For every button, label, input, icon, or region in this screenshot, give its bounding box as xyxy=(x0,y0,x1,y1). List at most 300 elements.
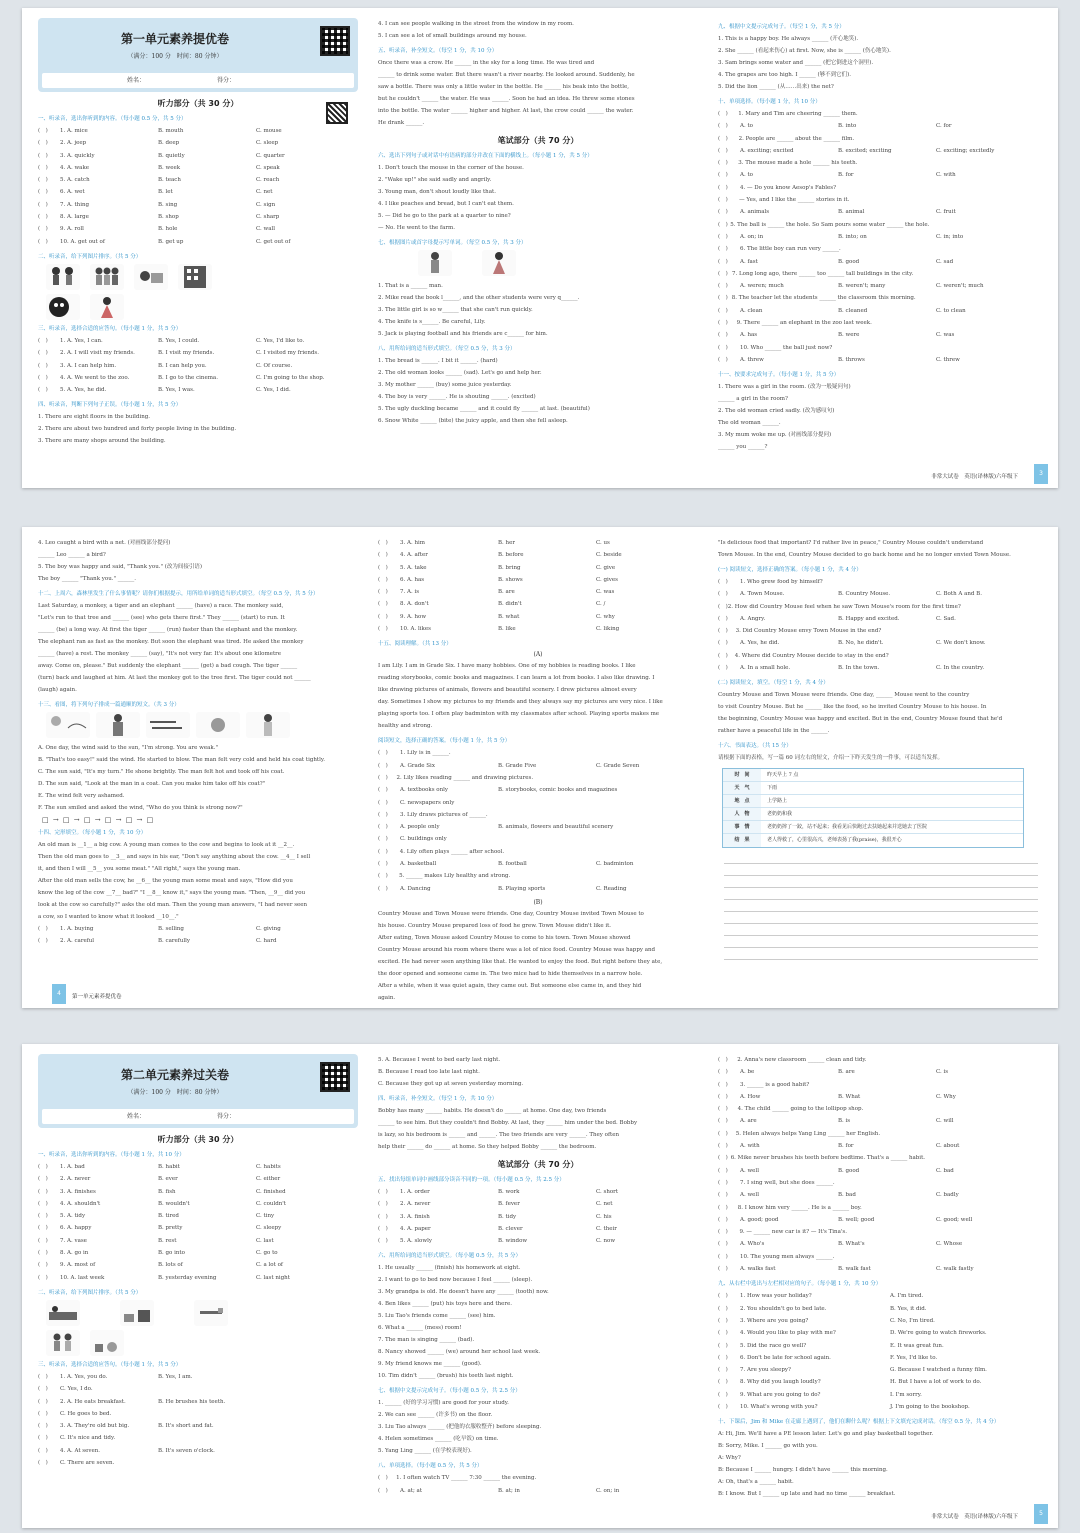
option-text[interactable] xyxy=(963,650,1038,662)
option-text[interactable] xyxy=(536,1472,617,1484)
option-text[interactable] xyxy=(984,219,1038,231)
option-text[interactable]: 5. A. tidy xyxy=(60,1213,86,1220)
option-text[interactable]: C. Why xyxy=(936,1093,956,1100)
option-text[interactable]: C. net xyxy=(596,1201,613,1208)
option-text[interactable] xyxy=(213,1432,311,1444)
answer-bracket[interactable]: ( ) xyxy=(38,1250,48,1257)
answer-bracket[interactable]: ( ) xyxy=(718,1330,728,1337)
option-text[interactable]: B. her xyxy=(498,540,515,546)
option-text[interactable]: A. well xyxy=(740,1167,759,1174)
option-text[interactable]: B. hole xyxy=(158,226,178,233)
option-text[interactable]: B. what xyxy=(498,613,520,620)
option-text[interactable]: C. get out of xyxy=(256,238,291,245)
option-text[interactable] xyxy=(921,576,1019,588)
answer-bracket[interactable]: ( ) xyxy=(38,1262,48,1269)
writing-line[interactable] xyxy=(724,888,1038,900)
option-text[interactable]: 10. A. likes xyxy=(400,626,431,633)
option-text[interactable]: 5. A. slowly xyxy=(400,1238,432,1245)
answer-bracket[interactable]: ( ) xyxy=(38,337,48,344)
option-text[interactable]: C. in; into xyxy=(936,233,964,240)
option-text[interactable]: 3. A. quickly xyxy=(60,152,95,159)
option-text[interactable]: 6. A. has xyxy=(400,576,425,583)
option-text[interactable]: C. Sad. xyxy=(936,615,956,622)
answer-bracket[interactable]: ( ) xyxy=(718,246,728,253)
option-text[interactable] xyxy=(999,601,1038,613)
option-text[interactable]: B. What's xyxy=(838,1241,865,1248)
option-text[interactable]: B. Yes, I could. xyxy=(158,337,200,344)
option-text[interactable] xyxy=(982,1152,1038,1164)
option-text[interactable]: 3. A. They're old but big. xyxy=(60,1423,130,1430)
option-text[interactable] xyxy=(809,1079,907,1091)
answer-bracket[interactable]: ( ) xyxy=(718,332,728,339)
option-text[interactable] xyxy=(451,747,549,759)
option-text[interactable]: A. well xyxy=(740,1192,759,1199)
answer-bracket[interactable]: ( ) xyxy=(38,1213,48,1220)
writing-line[interactable] xyxy=(724,864,1038,876)
answer-bracket[interactable]: ( ) xyxy=(38,189,48,196)
option-text[interactable]: C. giving xyxy=(256,926,281,932)
option-text[interactable]: B. week xyxy=(158,164,181,171)
answer-bracket[interactable]: ( ) xyxy=(378,861,388,868)
option-text[interactable]: 4. A. after xyxy=(400,552,428,559)
option-text[interactable] xyxy=(907,1079,1005,1091)
answer-bracket[interactable]: ( ) xyxy=(38,1176,48,1183)
option-text[interactable]: 8. A. large xyxy=(60,214,89,221)
answer-bracket[interactable]: ( ) xyxy=(38,1435,48,1442)
option-text[interactable]: C. Of course. xyxy=(256,362,293,369)
option-text[interactable] xyxy=(880,1128,959,1140)
answer-bracket[interactable]: ( ) xyxy=(38,177,48,184)
option-text[interactable]: C. We don't know. xyxy=(936,640,986,647)
option-text[interactable]: A. Yes, he did. xyxy=(740,640,780,647)
option-text[interactable]: 1. A. buying xyxy=(60,926,94,932)
answer-bracket[interactable]: ( ) xyxy=(38,238,48,245)
option-text[interactable]: C. badly xyxy=(936,1192,959,1199)
option-text[interactable]: C. Whose xyxy=(936,1241,963,1248)
option-text[interactable]: C. go to xyxy=(256,1250,278,1257)
option-text[interactable] xyxy=(948,108,1038,120)
option-text[interactable]: 2. A. He eats breakfast. xyxy=(60,1398,126,1405)
option-text[interactable]: B. Country Mouse. xyxy=(838,591,891,598)
option-text[interactable] xyxy=(504,846,601,858)
answer-bracket[interactable]: ( ) xyxy=(378,576,388,583)
option-text[interactable]: C. sign xyxy=(256,201,276,208)
option-text[interactable]: 6. A. happy xyxy=(60,1225,92,1232)
option-text[interactable]: B. He brushes his teeth. xyxy=(158,1398,226,1405)
option-text[interactable] xyxy=(93,1383,191,1395)
writing-line[interactable] xyxy=(724,876,1038,888)
option-text[interactable] xyxy=(601,846,698,858)
option-text[interactable]: A. In a small hole. xyxy=(740,665,791,672)
option-text[interactable] xyxy=(191,1383,289,1395)
answer-bracket[interactable]: ( ) xyxy=(378,1189,388,1195)
option-text[interactable]: 5. A. take xyxy=(400,564,427,571)
option-text[interactable]: B. carefully xyxy=(158,938,190,945)
option-text[interactable] xyxy=(934,182,1032,194)
option-text[interactable]: C. Reading xyxy=(596,885,627,892)
option-text[interactable]: 4. A. shouldn't xyxy=(60,1200,101,1207)
option-text[interactable]: 2. A. never xyxy=(400,1201,431,1208)
option-text[interactable]: 4. A. We went to the zoo. xyxy=(60,374,130,381)
answer-bracket[interactable]: ( ) xyxy=(718,1093,728,1100)
option-text[interactable]: B. good xyxy=(838,1167,860,1174)
option-text[interactable]: B. get up xyxy=(158,238,184,245)
option-text[interactable]: 9. A. most of xyxy=(60,1262,96,1269)
answer-bracket[interactable]: ( ) xyxy=(718,283,728,290)
answer-bracket[interactable]: ( ) xyxy=(718,221,728,228)
answer-bracket[interactable]: ( ) xyxy=(378,564,388,571)
option-text[interactable]: B. deep xyxy=(158,140,180,147)
option-text[interactable]: B. for xyxy=(838,1143,854,1150)
option-text[interactable]: B. window xyxy=(498,1238,528,1245)
answer-bracket[interactable]: ( ) xyxy=(38,152,48,159)
option-text[interactable]: 1. A. Yes, I can. xyxy=(60,337,103,344)
answer-bracket[interactable]: ( ) xyxy=(38,362,48,369)
option-text[interactable] xyxy=(533,772,615,784)
option-text[interactable]: A. to xyxy=(740,172,753,179)
option-text[interactable]: B. clever xyxy=(498,1225,523,1232)
option-text[interactable] xyxy=(836,182,934,194)
option-text[interactable] xyxy=(889,650,964,662)
option-text[interactable]: C. reach xyxy=(256,177,280,184)
option-text[interactable]: B. like xyxy=(498,626,516,633)
answer-bracket[interactable]: ( ) xyxy=(38,164,48,171)
option-text[interactable] xyxy=(256,1371,354,1383)
answer-bracket[interactable]: ( ) xyxy=(378,1238,388,1245)
writing-line[interactable] xyxy=(724,948,1038,960)
answer-bracket[interactable]: ( ) xyxy=(38,926,48,932)
option-text[interactable] xyxy=(961,601,1000,613)
option-text[interactable] xyxy=(596,784,694,796)
option-text[interactable]: B. into; on xyxy=(838,233,867,240)
answer-bracket[interactable]: ( ) xyxy=(38,201,48,208)
option-text[interactable]: B. Grade Five xyxy=(498,762,537,769)
answer-bracket[interactable]: ( ) xyxy=(718,640,728,647)
answer-bracket[interactable]: ( ) xyxy=(718,579,728,585)
option-text[interactable] xyxy=(872,317,955,329)
option-text[interactable] xyxy=(488,809,586,821)
answer-bracket[interactable]: ( ) xyxy=(718,665,728,672)
option-text[interactable]: A. on; in xyxy=(740,233,764,240)
option-text[interactable] xyxy=(256,1420,354,1432)
option-text[interactable] xyxy=(510,870,604,882)
option-text[interactable] xyxy=(977,292,1038,304)
option-text[interactable]: C. finished xyxy=(256,1188,286,1195)
answer-bracket[interactable]: ( ) xyxy=(718,307,728,314)
option-text[interactable]: C. couldn't xyxy=(256,1200,286,1207)
option-text[interactable]: 3. A. finish xyxy=(400,1213,430,1220)
option-text[interactable]: A. weren; much xyxy=(740,283,784,290)
option-text[interactable]: C. Yes, I'd like to. xyxy=(256,337,305,344)
answer-bracket[interactable]: ( ) xyxy=(38,374,48,381)
option-text[interactable]: 4. A. paper xyxy=(400,1225,431,1232)
option-text[interactable]: B. are xyxy=(498,589,515,596)
option-text[interactable]: 4. A. At seven. xyxy=(60,1447,101,1454)
option-text[interactable]: B. well; good xyxy=(838,1216,875,1223)
option-text[interactable]: C. was xyxy=(936,332,955,339)
option-text[interactable]: B. let xyxy=(158,189,173,196)
option-text[interactable]: C. net xyxy=(256,189,273,196)
option-text[interactable]: A. be xyxy=(740,1069,755,1076)
answer-bracket[interactable]: ( ) xyxy=(718,628,728,635)
answer-bracket[interactable]: ( ) xyxy=(38,387,48,394)
option-text[interactable]: A. Grade Six xyxy=(400,762,435,769)
option-text[interactable]: C. good; well xyxy=(936,1216,973,1223)
answer-bracket[interactable]: ( ) xyxy=(378,552,388,559)
answer-bracket[interactable]: ( ) xyxy=(378,811,388,818)
option-text[interactable]: B. at; in xyxy=(498,1487,520,1494)
answer-bracket[interactable]: ( ) xyxy=(718,295,728,302)
writing-answer-lines[interactable] xyxy=(718,852,1038,960)
answer-bracket[interactable]: ( ) xyxy=(378,873,388,880)
option-text[interactable]: A. Town Mouse. xyxy=(740,591,785,598)
option-text[interactable]: C. last xyxy=(256,1237,274,1244)
option-text[interactable]: B. before xyxy=(498,552,524,559)
option-text[interactable]: A. walks fast xyxy=(740,1266,776,1273)
option-text[interactable]: B. excited; exciting xyxy=(838,147,892,154)
answer-bracket[interactable]: ( ) xyxy=(38,1225,48,1232)
answer-bracket[interactable]: ( ) xyxy=(718,1143,728,1150)
option-text[interactable] xyxy=(256,1396,354,1408)
option-text[interactable]: B. sing xyxy=(158,201,178,208)
option-text[interactable] xyxy=(111,1408,209,1420)
answer-bracket[interactable]: ( ) xyxy=(378,626,388,633)
answer-bracket[interactable]: ( ) xyxy=(718,1069,728,1076)
option-text[interactable] xyxy=(586,809,684,821)
answer-bracket[interactable]: ( ) xyxy=(38,1237,48,1244)
option-text[interactable] xyxy=(209,1408,307,1420)
option-text[interactable] xyxy=(857,157,947,169)
option-text[interactable]: B. storybooks, comic books and magazines xyxy=(498,787,618,794)
option-text[interactable]: C. a lot of xyxy=(256,1262,283,1269)
option-text[interactable] xyxy=(823,576,921,588)
answer-bracket[interactable]: ( ) xyxy=(718,1404,728,1411)
answer-bracket[interactable]: ( ) xyxy=(718,1192,728,1199)
option-text[interactable]: C. speak xyxy=(256,164,280,171)
option-text[interactable]: B. is xyxy=(838,1118,851,1125)
option-text[interactable]: B. weren't; many xyxy=(838,283,886,290)
option-text[interactable]: 2. A. jeep xyxy=(60,140,87,147)
option-text[interactable]: A. threw xyxy=(740,356,764,363)
option-text[interactable]: A. to xyxy=(740,123,753,130)
order-answer-boxes[interactable]: □ → □ → □ → □ → □ → □ xyxy=(42,816,155,824)
option-text[interactable]: B. pretty xyxy=(158,1225,183,1232)
option-text[interactable] xyxy=(881,625,959,637)
option-text[interactable]: A. at; at xyxy=(400,1487,423,1494)
answer-bracket[interactable]: ( ) xyxy=(718,233,728,240)
answer-bracket[interactable]: ( ) xyxy=(718,1118,728,1125)
option-text[interactable]: A. basketball xyxy=(400,861,437,868)
option-text[interactable] xyxy=(847,1226,943,1238)
answer-bracket[interactable]: ( ) xyxy=(718,1342,728,1349)
answer-bracket[interactable]: ( ) xyxy=(38,938,48,945)
option-text[interactable] xyxy=(617,1472,698,1484)
answer-bracket[interactable]: ( ) xyxy=(718,1317,728,1324)
writing-line[interactable] xyxy=(724,900,1038,912)
option-text[interactable]: C. on; in xyxy=(596,1487,620,1494)
option-text[interactable]: B. go into xyxy=(158,1250,185,1257)
answer-bracket[interactable]: ( ) xyxy=(718,615,728,622)
option-text[interactable]: A. clean xyxy=(740,307,763,314)
option-text[interactable]: C. habits xyxy=(256,1164,281,1170)
option-text[interactable]: C. quarter xyxy=(256,152,285,159)
option-text[interactable]: B. good xyxy=(838,258,860,265)
option-text[interactable]: B. are xyxy=(838,1069,855,1076)
option-text[interactable] xyxy=(960,625,1038,637)
answer-bracket[interactable]: ( ) xyxy=(38,1398,48,1405)
option-text[interactable]: C. about xyxy=(936,1143,960,1150)
answer-bracket[interactable]: ( ) xyxy=(38,1373,48,1380)
answer-bracket[interactable]: ( ) xyxy=(38,1164,48,1170)
answer-bracket[interactable]: ( ) xyxy=(378,774,388,781)
answer-bracket[interactable]: ( ) xyxy=(718,209,728,216)
answer-bracket[interactable]: ( ) xyxy=(718,184,728,191)
answer-bracket[interactable]: ( ) xyxy=(378,885,388,892)
option-text[interactable] xyxy=(930,342,1028,354)
answer-bracket[interactable]: ( ) xyxy=(718,1266,728,1273)
answer-bracket[interactable]: ( ) xyxy=(718,652,728,659)
option-text[interactable] xyxy=(959,1128,1038,1140)
option-text[interactable]: B. rest xyxy=(158,1237,177,1244)
option-text[interactable] xyxy=(913,268,975,280)
option-text[interactable]: B. cleaned xyxy=(838,307,868,314)
option-text[interactable]: B. fish xyxy=(158,1188,176,1195)
option-text[interactable]: 4. A. wake xyxy=(60,164,90,171)
option-text[interactable]: C. liking xyxy=(596,626,620,633)
option-text[interactable] xyxy=(950,1202,1038,1214)
option-text[interactable]: B. into xyxy=(838,123,857,130)
option-text[interactable] xyxy=(932,1251,1030,1263)
option-text[interactable] xyxy=(834,1251,932,1263)
option-text[interactable]: C. his xyxy=(596,1213,612,1220)
option-text[interactable]: B. animals, flowers and beautiful scenery xyxy=(498,824,614,831)
option-text[interactable]: 2. A. never xyxy=(60,1176,91,1183)
answer-bracket[interactable]: ( ) xyxy=(718,591,728,598)
answer-bracket[interactable]: ( ) xyxy=(378,540,388,546)
answer-bracket[interactable]: ( ) xyxy=(718,1155,728,1162)
option-text[interactable]: C. to clean xyxy=(936,307,966,314)
answer-bracket[interactable]: ( ) xyxy=(38,350,48,357)
option-text[interactable] xyxy=(925,1152,981,1164)
answer-bracket[interactable]: ( ) xyxy=(718,603,728,610)
option-text[interactable] xyxy=(596,821,694,833)
option-text[interactable]: B. wouldn't xyxy=(158,1200,190,1207)
option-text[interactable] xyxy=(545,833,643,845)
answer-bracket[interactable]: ( ) xyxy=(38,1447,48,1454)
option-text[interactable]: C. hard xyxy=(256,938,277,945)
option-text[interactable]: C. fruit xyxy=(936,209,956,216)
option-text[interactable]: A. has xyxy=(740,332,758,339)
answer-bracket[interactable]: ( ) xyxy=(718,111,728,117)
option-text[interactable] xyxy=(951,1103,1038,1115)
option-text[interactable]: B. were xyxy=(838,332,860,339)
answer-bracket[interactable]: ( ) xyxy=(378,1475,388,1482)
option-text[interactable]: 3. A. I can help him. xyxy=(60,362,117,369)
writing-line[interactable] xyxy=(724,852,1038,864)
answer-bracket[interactable]: ( ) xyxy=(718,1216,728,1223)
option-text[interactable]: C. tiny xyxy=(256,1213,275,1220)
option-text[interactable]: B. football xyxy=(498,861,527,868)
answer-bracket[interactable]: ( ) xyxy=(718,1130,728,1137)
answer-bracket[interactable]: ( ) xyxy=(378,1213,388,1220)
answer-bracket[interactable]: ( ) xyxy=(718,1293,728,1300)
option-text[interactable]: B. mouth xyxy=(158,128,184,134)
answer-bracket[interactable]: ( ) xyxy=(718,172,728,179)
option-text[interactable] xyxy=(933,1177,1031,1189)
option-text[interactable]: B. animal xyxy=(838,209,865,216)
option-text[interactable] xyxy=(841,243,939,255)
option-text[interactable] xyxy=(832,342,930,354)
option-text[interactable]: B. habit xyxy=(158,1164,180,1170)
answer-bracket[interactable]: ( ) xyxy=(718,1057,728,1063)
option-text[interactable]: 7. A. vase xyxy=(60,1237,87,1244)
option-text[interactable]: B. bring xyxy=(498,564,521,571)
option-text[interactable]: B. lots of xyxy=(158,1262,183,1269)
option-text[interactable]: 5. A. Yes, he did. xyxy=(60,387,107,394)
option-text[interactable]: C. us xyxy=(596,540,610,546)
answer-bracket[interactable]: ( ) xyxy=(38,1188,48,1195)
answer-bracket[interactable]: ( ) xyxy=(718,1081,728,1088)
option-text[interactable]: C. Both A and B. xyxy=(936,591,982,598)
answer-bracket[interactable]: ( ) xyxy=(718,1229,728,1236)
answer-bracket[interactable]: ( ) xyxy=(38,1460,48,1467)
option-text[interactable]: C. will xyxy=(936,1118,954,1125)
option-text[interactable]: A. fast xyxy=(740,258,758,265)
option-text[interactable]: B. I go to the cinema. xyxy=(158,374,218,381)
option-text[interactable]: C. threw xyxy=(936,356,960,363)
option-text[interactable]: B. quietly xyxy=(158,152,185,159)
answer-bracket[interactable]: ( ) xyxy=(378,762,388,769)
option-text[interactable]: C. gives xyxy=(596,576,618,583)
option-text[interactable]: 7. A. is xyxy=(400,589,420,596)
answer-bracket[interactable]: ( ) xyxy=(38,128,48,134)
answer-bracket[interactable]: ( ) xyxy=(378,589,388,596)
option-text[interactable]: A. exciting; excited xyxy=(740,147,794,154)
option-text[interactable]: B. throws xyxy=(838,356,865,363)
answer-bracket[interactable]: ( ) xyxy=(38,1410,48,1417)
option-text[interactable] xyxy=(858,108,948,120)
answer-bracket[interactable]: ( ) xyxy=(38,1200,48,1207)
option-text[interactable] xyxy=(976,268,1038,280)
option-text[interactable]: A. How xyxy=(740,1093,761,1100)
answer-bracket[interactable]: ( ) xyxy=(718,344,728,351)
option-text[interactable] xyxy=(948,157,1038,169)
option-text[interactable]: C. sleepy xyxy=(256,1225,282,1232)
option-text[interactable]: A. are xyxy=(740,1118,757,1125)
answer-bracket[interactable]: ( ) xyxy=(718,1379,728,1386)
option-text[interactable]: C. walk fastly xyxy=(936,1266,974,1273)
option-text[interactable]: C. is xyxy=(936,1069,949,1076)
option-text[interactable]: C. their xyxy=(596,1225,617,1232)
answer-bracket[interactable]: ( ) xyxy=(718,135,728,142)
option-text[interactable]: B. shop xyxy=(158,214,179,221)
answer-bracket[interactable]: ( ) xyxy=(38,1423,48,1430)
option-text[interactable]: 10. A. last week xyxy=(60,1274,105,1281)
option-text[interactable]: B. fever xyxy=(498,1201,520,1208)
option-text[interactable]: C. sharp xyxy=(256,214,280,221)
answer-bracket[interactable]: ( ) xyxy=(38,226,48,233)
option-text[interactable]: B. It's seven o'clock. xyxy=(158,1447,215,1454)
answer-bracket[interactable]: ( ) xyxy=(378,848,388,855)
option-text[interactable] xyxy=(863,1103,950,1115)
answer-bracket[interactable]: ( ) xyxy=(718,1241,728,1248)
option-text[interactable]: B. Yes, I was. xyxy=(158,387,195,394)
option-text[interactable]: B. Playing sports xyxy=(498,885,546,892)
option-text[interactable] xyxy=(944,194,1038,206)
option-text[interactable]: B. yesterday evening xyxy=(158,1274,217,1281)
option-text[interactable]: A. Who's xyxy=(740,1241,765,1248)
option-text[interactable]: B. ever xyxy=(158,1176,178,1183)
